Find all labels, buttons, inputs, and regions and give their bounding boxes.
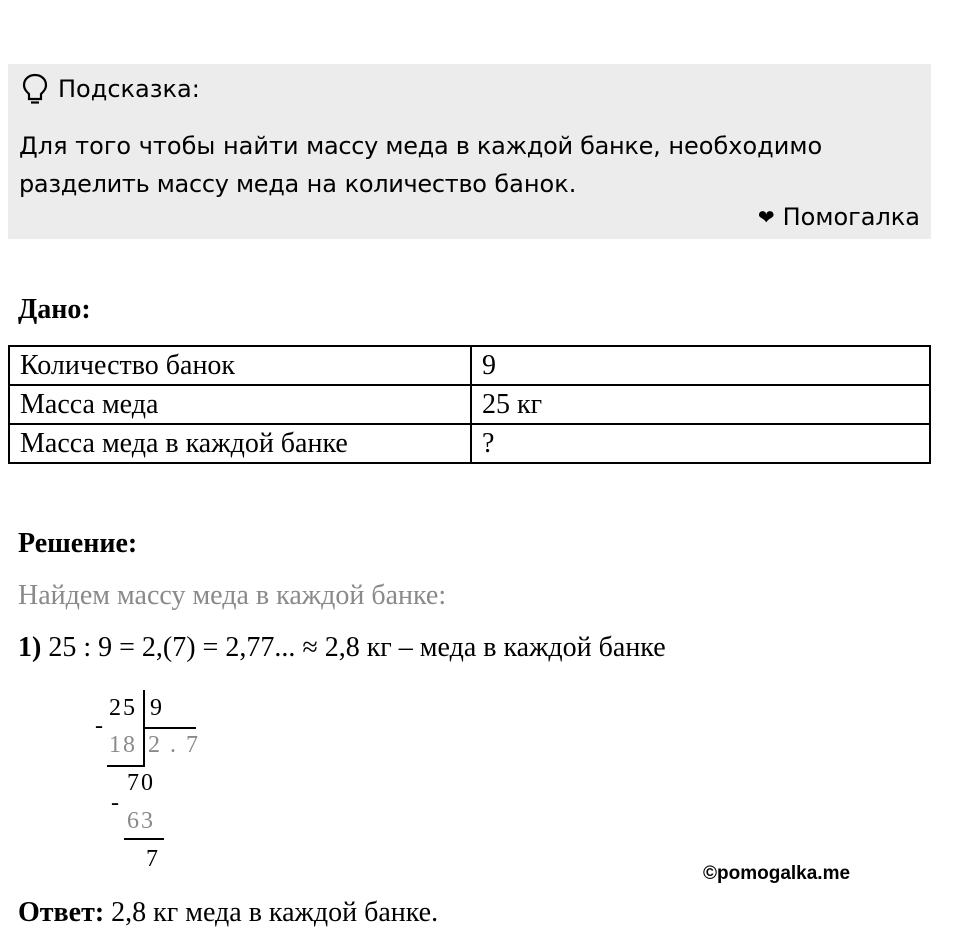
hint-emphasis: массу меда в каждой банке	[306, 132, 654, 160]
final-remainder: 7	[146, 846, 160, 872]
hint-text-part: банок.	[486, 170, 577, 198]
answer-label: Ответ:	[18, 897, 105, 928]
table-row	[9, 385, 930, 424]
solution-intro: Найдем массу меда в каждой банке:	[18, 580, 447, 611]
solution-heading: Решение:	[18, 528, 138, 559]
step-number: 1)	[18, 632, 42, 663]
answer	[18, 897, 438, 929]
dividend: 25	[109, 695, 137, 721]
given-heading: Дано:	[18, 294, 91, 325]
remainder: 70	[127, 770, 155, 796]
hint-brand[interactable]	[758, 203, 920, 231]
copyright: ©pomogalka.me	[703, 863, 851, 884]
hint-emphasis: разделить массу меда	[19, 170, 299, 198]
divisor: 9	[150, 695, 164, 721]
brand-name: Помогалка	[782, 203, 920, 231]
solution-step	[18, 632, 666, 664]
division-bar-horizontal	[143, 727, 196, 729]
answer-text: 2,8 кг меда в каждой банке.	[104, 897, 439, 928]
table-cell-label: Количество банок	[9, 346, 471, 385]
heart-icon: ❤	[757, 205, 775, 229]
table-cell-label: Масса меда	[9, 385, 471, 424]
table-row	[9, 424, 930, 463]
hint-title-text: Подсказка:	[58, 75, 200, 103]
minus-sign: -	[95, 713, 105, 739]
subtraction-line	[107, 765, 145, 767]
lightbulb-icon	[22, 73, 48, 105]
subtrahend: 18	[109, 732, 137, 758]
hint-text-part: на	[298, 170, 345, 198]
subtrahend: 63	[127, 808, 155, 834]
quotient: 2 . 7	[148, 732, 200, 758]
table-cell-value: ?	[471, 424, 930, 463]
table-row	[9, 346, 930, 385]
hint-box	[8, 64, 931, 239]
table-cell-value: 25 кг	[471, 385, 930, 424]
hint-text	[19, 127, 919, 203]
given-table	[8, 345, 931, 464]
step-text: 25 : 9 = 2,(7) = 2,77... ≈ 2,8 кг – меда в каждой банке	[41, 632, 666, 663]
table-cell-label: Масса меда в каждой банке	[9, 424, 471, 463]
hint-text-part: Для того чтобы найти	[19, 132, 307, 160]
table-cell-value: 9	[471, 346, 930, 385]
minus-sign: -	[111, 790, 121, 816]
hint-text-part: , необходимо	[653, 132, 823, 160]
hint-title	[22, 73, 200, 105]
subtraction-line	[124, 838, 164, 840]
hint-emphasis: количество	[344, 170, 487, 198]
